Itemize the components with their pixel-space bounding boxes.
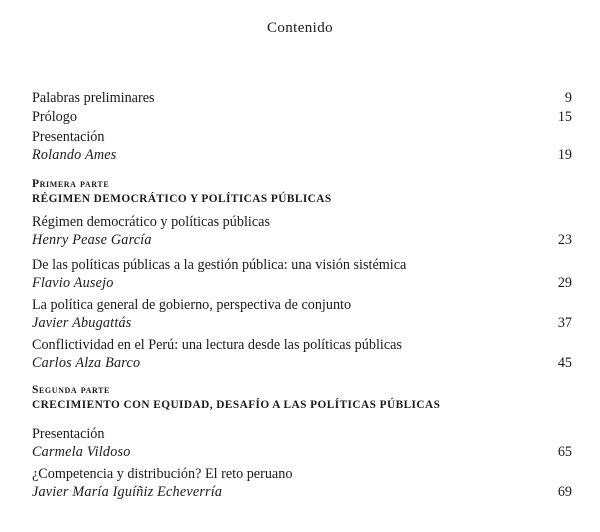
entry-title: Presentación [32,129,105,145]
entry-page: 37 [557,315,572,331]
toc-entry [32,425,572,461]
entry-author: Flavio Ausejo [32,275,114,291]
page-title: Contenido [266,20,334,36]
entry-page: 65 [557,444,572,460]
part-heading: CRECIMIENTO CON EQUIDAD, DESAFÍO A LAS POLÍTICAS PÚBLICAS [32,399,441,411]
toc-entry [32,213,572,249]
entry-title: Palabras preliminares [32,90,155,106]
toc-entry [32,465,572,501]
entry-page: 45 [557,355,572,371]
entry-page: 69 [557,484,572,500]
entry-title: La política general de gobierno, perspectiva de conjunto [32,297,352,313]
entry-author: Rolando Ames [32,147,117,163]
entry-page: 29 [557,275,572,291]
part-heading: RÉGIMEN DEMOCRÁTICO Y POLÍTICAS PÚBLICAS [32,193,332,205]
entry-author: Carmela Vildoso [32,444,131,460]
part-label: Segunda parte [32,384,110,396]
entry-title: ¿Competencia y distribución? El reto peruano [32,466,293,482]
entry-page: 9 [564,90,572,106]
part-header [32,383,572,413]
toc-entry [32,256,572,292]
entry-title: De las políticas públicas a la gestión pública: una visión sistémica [32,257,407,273]
entry-page: 19 [557,147,572,163]
entry-title: Régimen democrático y políticas públicas [32,214,270,230]
part-header [32,177,572,207]
entry-author: Carlos Alza Barco [32,355,141,371]
entry-title: Presentación [32,426,105,442]
entry-author: Henry Pease García [32,232,152,248]
toc-entry [32,108,572,126]
entry-page: 23 [557,232,572,248]
toc-entry [32,296,572,332]
entry-title: Conflictividad en el Perú: una lectura desde las políticas públicas [32,337,402,353]
toc-entry [32,336,572,372]
entry-page: 15 [557,109,572,125]
toc-entry [32,89,572,107]
toc-entry [32,128,572,164]
part-label: Primera parte [32,178,110,190]
entry-author: Javier Abugattás [32,315,132,331]
entry-author: Javier María Iguíñiz Echeverría [32,484,223,500]
entry-title: Prólogo [32,109,77,125]
